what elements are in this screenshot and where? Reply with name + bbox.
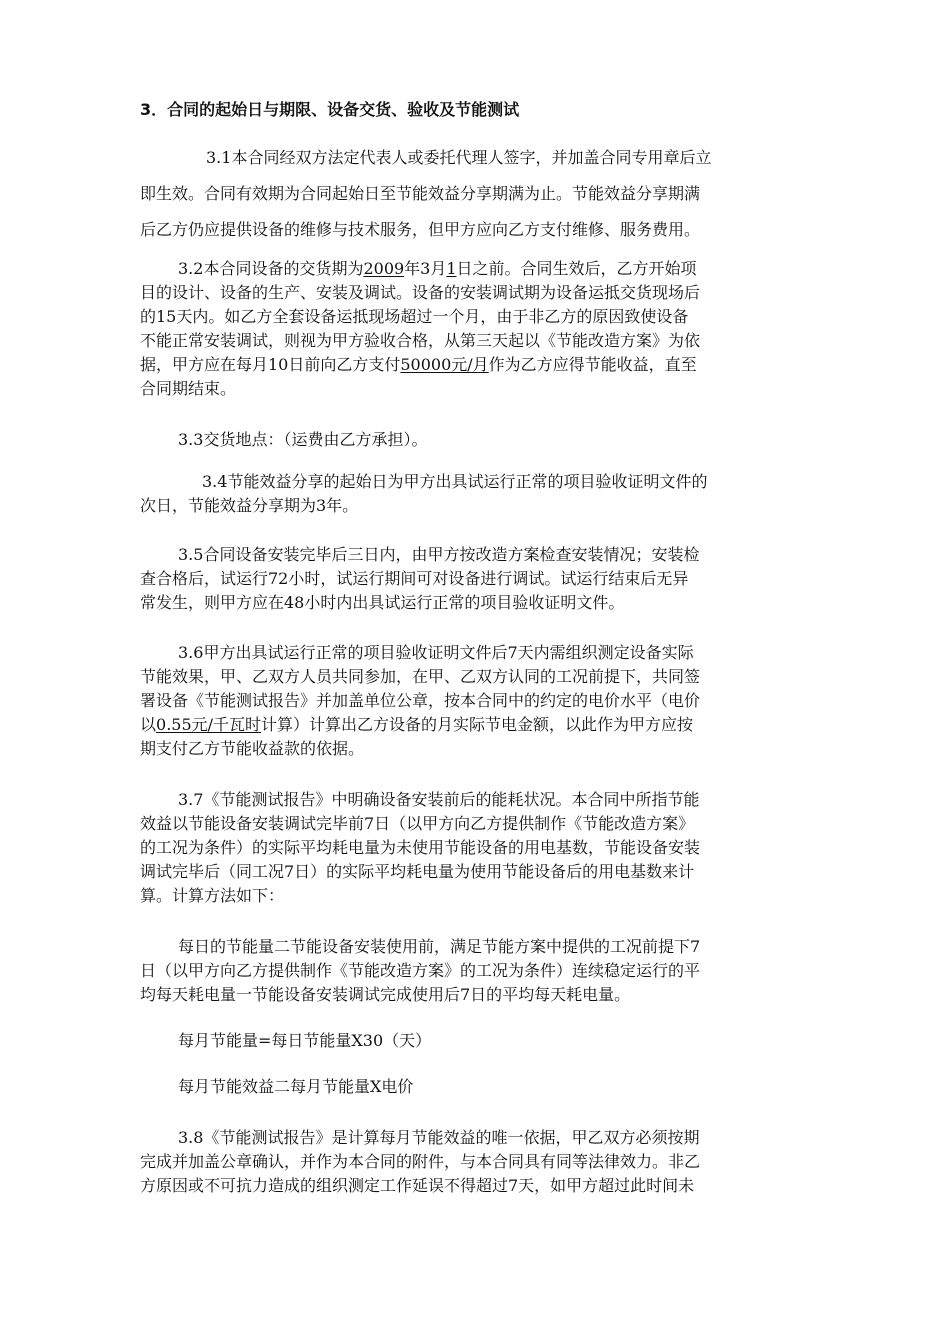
daily-saving-line-1: 每日的节能量二节能设备安装使用前，满足节能方案中提供的工况前提下7 (178, 937, 701, 956)
clause-3-6-line-3: 署设备《节能测试报告》并加盖单位公章，按本合同中的约定的电价水平（电价 (140, 691, 701, 710)
clause-3-7-line-5: 算。计算方法如下： (140, 886, 285, 905)
clause-3-4-line-2: 次日，节能效益分享期为3年。 (140, 496, 359, 515)
clause-3-8-line-2: 完成并加盖公章确认，并作为本合同的附件，与本合同具有同等法律效力。非乙 (140, 1152, 701, 1171)
delivery-day: 1 (446, 259, 457, 278)
clause-3-2 (140, 257, 820, 401)
monthly-benefit-formula (140, 1075, 820, 1099)
clause-3-7-line-3: 的工况为条件）的实际平均耗电量为未使用节能设备的用电基数，节能设备安装 (140, 838, 701, 857)
clause-3-1 (140, 140, 820, 248)
clause-3-6-line-5: 期支付乙方节能收益款的依据。 (140, 739, 365, 758)
clause-3-2-text-e: 作为乙方应得节能收益，直至 (488, 355, 697, 374)
clause-3-3 (140, 428, 820, 452)
clause-3-1-line-2: 即生效。合同有效期为合同起始日至节能效益分享期满为止。节能效益分享期满 (140, 184, 701, 203)
clause-3-6-text-b: 计算）计算出乙方设备的月实际节电金额，以此作为甲方应按 (261, 715, 694, 734)
clause-3-6-line-2: 节能效果，甲、乙双方人员共同参加，在甲、乙双方认同的工况前提下，共同签 (140, 667, 701, 686)
clause-3-8-line-1: 3.8《节能测试报告》是计算每月节能效益的唯一依据，甲乙双方必须按期 (178, 1128, 700, 1147)
clause-3-5 (140, 543, 820, 615)
clause-3-5-line-1: 3.5合同设备安装完毕后三日内，由甲方按改造方案检查安装情况；安装检 (178, 545, 700, 564)
delivery-year: 2009 (363, 259, 405, 278)
clause-3-8-line-3: 方原因或不可抗力造成的组织测定工作延误不得超过7天，如甲方超过此时间未 (140, 1176, 695, 1195)
clause-3-6-text-a: 以 (140, 715, 157, 734)
clause-3-2-text-d: 据，甲方应在每月10日前向乙方支付 (140, 355, 401, 374)
clause-3-4 (140, 470, 820, 518)
clause-3-6-line-4 (140, 713, 820, 737)
monthly-energy-line: 每月节能量=每日节能量X30（天） (178, 1031, 432, 1050)
clause-3-2-text-b: 年3月 (404, 259, 447, 278)
electricity-price: 0.55元/千瓦时 (156, 715, 262, 734)
monthly-energy-formula (140, 1029, 820, 1053)
clause-3-7-line-4: 调试完毕后（同工况7日）的实际平均耗电量为使用节能设备后的用电基数来计 (140, 862, 695, 881)
clause-3-5-line-3: 常发生，则甲方应在48小时内出具试运行正常的项目验收证明文件。 (140, 593, 625, 612)
clause-3-1-line-1: 3.1本合同经双方法定代表人或委托代理人签字，并加盖合同专用章后立 (206, 148, 712, 167)
daily-saving-line-2: 日（以甲方向乙方提供制作《节能改造方案》的工况为条件）连续稳定运行的平 (140, 961, 701, 980)
clause-3-2-line-1 (140, 257, 820, 281)
clause-3-6 (140, 641, 820, 761)
clause-3-6-line-1: 3.6甲方出具试运行正常的项目验收证明文件后7天内需组织测定设备实际 (178, 643, 694, 662)
monthly-benefit-line: 每月节能效益二每月节能量X电价 (178, 1077, 414, 1096)
clause-3-1-line-3: 后乙方仍应提供设备的维修与技术服务，但甲方应向乙方支付维修、服务费用。 (140, 220, 701, 239)
section-heading: 3．合同的起始日与期限、设备交货、验收及节能测试 (140, 100, 520, 119)
clause-3-3-line-1: 3.3交货地点：（运费由乙方承担）。 (178, 430, 428, 449)
clause-3-7-line-1: 3.7《节能测试报告》中明确设备安装前后的能耗状况。本合同中所指节能 (178, 790, 700, 809)
monthly-payment-amount: 50000元/月 (400, 355, 489, 374)
clause-3-2-line-4: 不能正常安装调试，则视为甲方验收合格，从第三天起以《节能改造方案》为依 (140, 331, 701, 350)
daily-saving-definition (140, 935, 820, 1007)
clause-3-2-text-c: 日之前。合同生效后，乙方开始项 (456, 259, 697, 278)
daily-saving-line-3: 均每天耗电量一节能设备安装调试完成使用后7日的平均每天耗电量。 (140, 985, 631, 1004)
clause-3-2-line-2: 目的设计、设备的生产、安装及调试。设备的安装调试期为设备运抵交货现场后 (140, 283, 701, 302)
clause-3-7-line-2: 效益以节能设备安装调试完毕前7日（以甲方向乙方提供制作《节能改造方案》 (140, 814, 695, 833)
clause-3-2-line-6: 合同期结束。 (140, 379, 237, 398)
clause-3-2-text-a: 3.2本合同设备的交货期为 (178, 259, 364, 278)
clause-3-8 (140, 1126, 820, 1198)
clause-3-2-line-5 (140, 353, 820, 377)
clause-3-5-line-2: 查合格后，试运行72小时，试运行期间可对设备进行调试。试运行结束后无异 (140, 569, 689, 588)
clause-3-2-line-3: 的15天内。如乙方全套设备运抵现场超过一个月，由于非乙方的原因致使设备 (140, 307, 689, 326)
clause-3-4-line-1: 3.4节能效益分享的起始日为甲方出具试运行正常的项目验收证明文件的 (202, 472, 708, 491)
clause-3-7 (140, 788, 820, 908)
